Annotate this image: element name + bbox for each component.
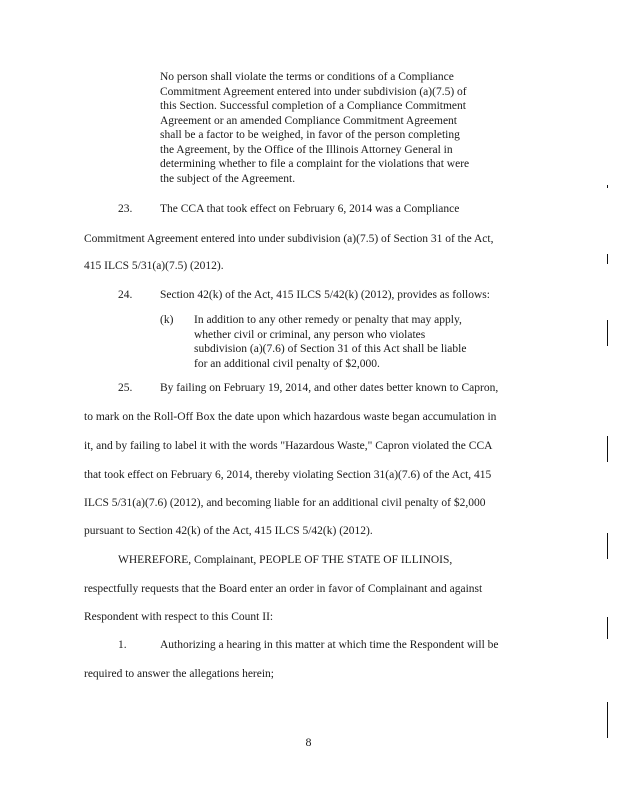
subsection-k <box>160 313 526 373</box>
para-25-line: pursuant to Section 42(k) of the Act, 415 ILCS 5/42(k) (2012). <box>84 525 373 537</box>
para-25-line: it, and by failing to label it with the words "Hazardous Waste," Capron violated the CCA <box>84 440 493 452</box>
subsection-line: In addition to any other remedy or penalty that may apply, <box>194 314 462 326</box>
para-25-line: to mark on the Roll-Off Box the date upon which hazardous waste began accumulation in <box>84 411 497 423</box>
wherefore-line: respectfully requests that the Board enter an order in favor of Complainant and against <box>84 583 483 595</box>
subsection-line: for an additional civil penalty of $2,000. <box>194 357 380 370</box>
subsection-text <box>194 313 526 371</box>
para-text: The CCA that took effect on February 6, 2014 was a Compliance <box>160 203 460 215</box>
para-number: 25. <box>118 382 133 394</box>
quote-line: the subject of the Agreement. <box>160 172 296 185</box>
subsection-line: subdivision (a)(7.6) of Section 31 of this Act shall be liable <box>194 343 467 355</box>
para-number: 24. <box>118 289 133 301</box>
para-text: Section 42(k) of the Act, 415 ILCS 5/42(k) (2012), provides as follows: <box>160 289 490 301</box>
margin-revision-mark <box>607 436 608 462</box>
relief-item-1-line: required to answer the allegations herein; <box>84 668 274 680</box>
subsection-line: whether civil or criminal, any person who violates <box>194 328 426 341</box>
margin-revision-mark <box>607 320 608 346</box>
para-number: 23. <box>118 203 133 215</box>
quote-line: No person shall violate the terms or conditions of a Compliance <box>160 71 454 83</box>
margin-revision-mark <box>607 533 608 559</box>
quote-line: the Agreement, by the Office of the Illinois Attorney General in <box>160 143 453 156</box>
quote-line: this Section. Successful completion of a Compliance Commitment <box>160 100 466 112</box>
para-25-line: that took effect on February 6, 2014, thereby violating Section 31(a)(7.6) of the Act, 415 <box>84 469 492 481</box>
para-23-line: 415 ILCS 5/31(a)(7.5) (2012). <box>84 260 224 272</box>
quote-line: Commitment Agreement entered into under subdivision (a)(7.5) of <box>160 85 467 98</box>
wherefore-line: WHEREFORE, Complainant, PEOPLE OF THE STATE OF ILLINOIS, <box>118 554 453 566</box>
item-text: Authorizing a hearing in this matter at which time the Respondent will be <box>160 639 499 651</box>
para-24-line <box>118 288 560 302</box>
wherefore-line: Respondent with respect to this Count II: <box>84 611 274 623</box>
margin-dot-mark <box>607 185 608 188</box>
subsection-label: (k) <box>160 314 174 326</box>
margin-revision-mark <box>607 254 608 264</box>
para-25-line: ILCS 5/31(a)(7.6) (2012), and becoming liable for an additional civil penalty of $2,000 <box>84 497 486 509</box>
quote-block <box>160 70 526 186</box>
relief-item-1-line <box>118 638 560 652</box>
margin-revision-mark <box>607 617 608 639</box>
quote-line: determining whether to file a complaint for the violations that were <box>160 158 470 170</box>
margin-revision-mark <box>607 702 608 738</box>
para-text: By failing on February 19, 2014, and other dates better known to Capron, <box>160 382 499 394</box>
para-23-line <box>118 202 560 216</box>
para-25-line <box>118 381 560 395</box>
quote-line: shall be a factor to be weighed, in favor of the person completing <box>160 129 460 141</box>
quote-line: Agreement or an amended Compliance Commitment Agreement <box>160 114 457 127</box>
page-number: 8 <box>305 735 312 749</box>
para-23-line: Commitment Agreement entered into under subdivision (a)(7.5) of Section 31 of the Act, <box>84 233 494 245</box>
item-number: 1. <box>118 639 127 651</box>
